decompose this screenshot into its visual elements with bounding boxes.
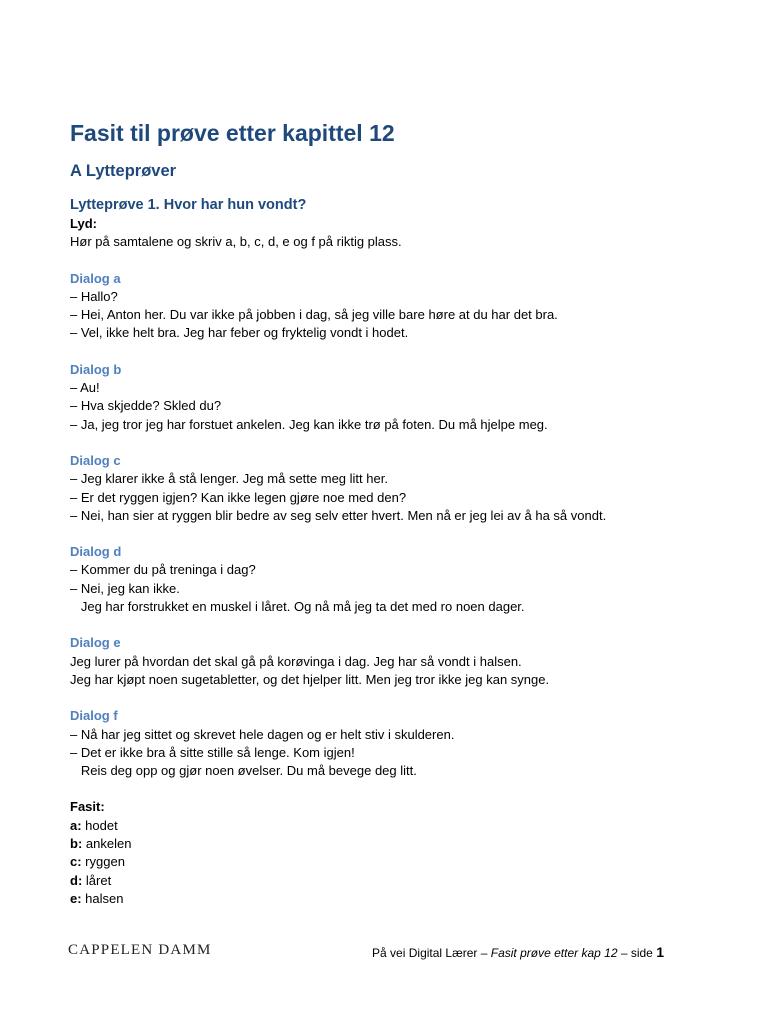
dialog-title: Dialog c xyxy=(70,452,121,468)
answer-row xyxy=(70,872,710,890)
dialog-block xyxy=(70,270,710,343)
page-number: 1 xyxy=(656,944,664,960)
dialog-block xyxy=(70,543,710,616)
fasit-label: Fasit: xyxy=(70,799,105,815)
answer-row xyxy=(70,853,710,871)
answer-key: a: xyxy=(70,817,82,833)
dialog-line: Jeg lurer på hvordan det skal gå på korøvinga i dag. Jeg har så vondt i halsen. xyxy=(70,653,522,669)
dialog-list xyxy=(70,270,710,781)
answer-key: e: xyxy=(70,890,82,906)
dialog-title: Dialog e xyxy=(70,635,121,651)
document-page xyxy=(70,118,710,908)
answer-row xyxy=(70,817,710,835)
answer-key: c: xyxy=(70,854,82,870)
dialog-line: – Vel, ikke helt bra. Jeg har feber og fryktelig vondt i hodet. xyxy=(70,325,409,341)
dialog-line: – Nei, han sier at ryggen blir bedre av seg selv etter hvert. Men nå er jeg lei av å ha så vondt. xyxy=(70,507,607,523)
dialog-line: – Au! xyxy=(70,380,100,396)
fasit-section xyxy=(70,798,710,908)
answer-key: d: xyxy=(70,872,83,888)
answer-key: b: xyxy=(70,836,83,852)
answer-list xyxy=(70,817,710,908)
dialog-line: – Det er ikke bra å sitte stille så lenge. Kom igjen! xyxy=(70,744,355,760)
answer-value: hodet xyxy=(81,817,118,833)
dialog-line: Reis deg opp og gjør noen øvelser. Du må bevege deg litt. xyxy=(70,763,417,779)
answer-value: låret xyxy=(82,872,112,888)
footer-suffix: – side xyxy=(617,946,657,960)
publisher-logo: CAPPELEN DAMM xyxy=(68,942,212,958)
footer-prefix: På vei Digital Lærer – xyxy=(372,946,491,960)
dialog-line: Jeg har forstrukket en muskel i låret. Og nå må jeg ta det med ro noen dager. xyxy=(70,599,525,615)
dialog-line: – Nå har jeg sittet og skrevet hele dagen og er helt stiv i skulderen. xyxy=(70,726,455,742)
footer-doc-title: Fasit prøve etter kap 12 xyxy=(490,946,618,960)
dialog-title: Dialog d xyxy=(70,544,122,560)
dialog-block xyxy=(70,452,710,525)
answer-value: ryggen xyxy=(81,854,125,870)
answer-value: halsen xyxy=(81,890,124,906)
dialog-line: – Er det ryggen igjen? Kan ikke legen gjøre noe med den? xyxy=(70,489,407,505)
dialog-title: Dialog f xyxy=(70,708,118,724)
dialog-line: Jeg har kjøpt noen sugetabletter, og det hjelper litt. Men jeg tror ikke jeg kan synge. xyxy=(70,671,550,687)
section-heading: A Lytteprøver xyxy=(70,162,177,180)
answer-row xyxy=(70,890,710,908)
dialog-line: – Hei, Anton her. Du var ikke på jobben i dag, så jeg ville bare høre at du har det bra. xyxy=(70,307,558,323)
dialog-line: – Hallo? xyxy=(70,288,118,304)
dialog-line: – Kommer du på treninga i dag? xyxy=(70,562,256,578)
dialog-title: Dialog b xyxy=(70,361,122,377)
dialog-title: Dialog a xyxy=(70,270,121,286)
dialog-block xyxy=(70,634,710,689)
subsection-heading: Lytteprøve 1. Hvor har hun vondt? xyxy=(70,197,307,213)
answer-row xyxy=(70,835,710,853)
instruction-text: Hør på samtalene og skriv a, b, c, d, e og f på riktig plass. xyxy=(70,234,402,250)
lyd-label: Lyd: xyxy=(70,216,97,231)
page-title: Fasit til prøve etter kapittel 12 xyxy=(70,120,395,146)
dialog-block xyxy=(70,707,710,780)
dialog-line: – Hva skjedde? Skled du? xyxy=(70,398,222,414)
footer-text xyxy=(372,944,664,960)
dialog-line: – Ja, jeg tror jeg har forstuet ankelen. Jeg kan ikke trø på foten. Du må hjelpe meg. xyxy=(70,416,548,432)
dialog-line: – Jeg klarer ikke å stå lenger. Jeg må sette meg litt her. xyxy=(70,471,388,487)
dialog-block xyxy=(70,361,710,434)
page-footer xyxy=(68,942,664,966)
answer-value: ankelen xyxy=(82,836,132,852)
dialog-line: – Nei, jeg kan ikke. xyxy=(70,580,180,596)
